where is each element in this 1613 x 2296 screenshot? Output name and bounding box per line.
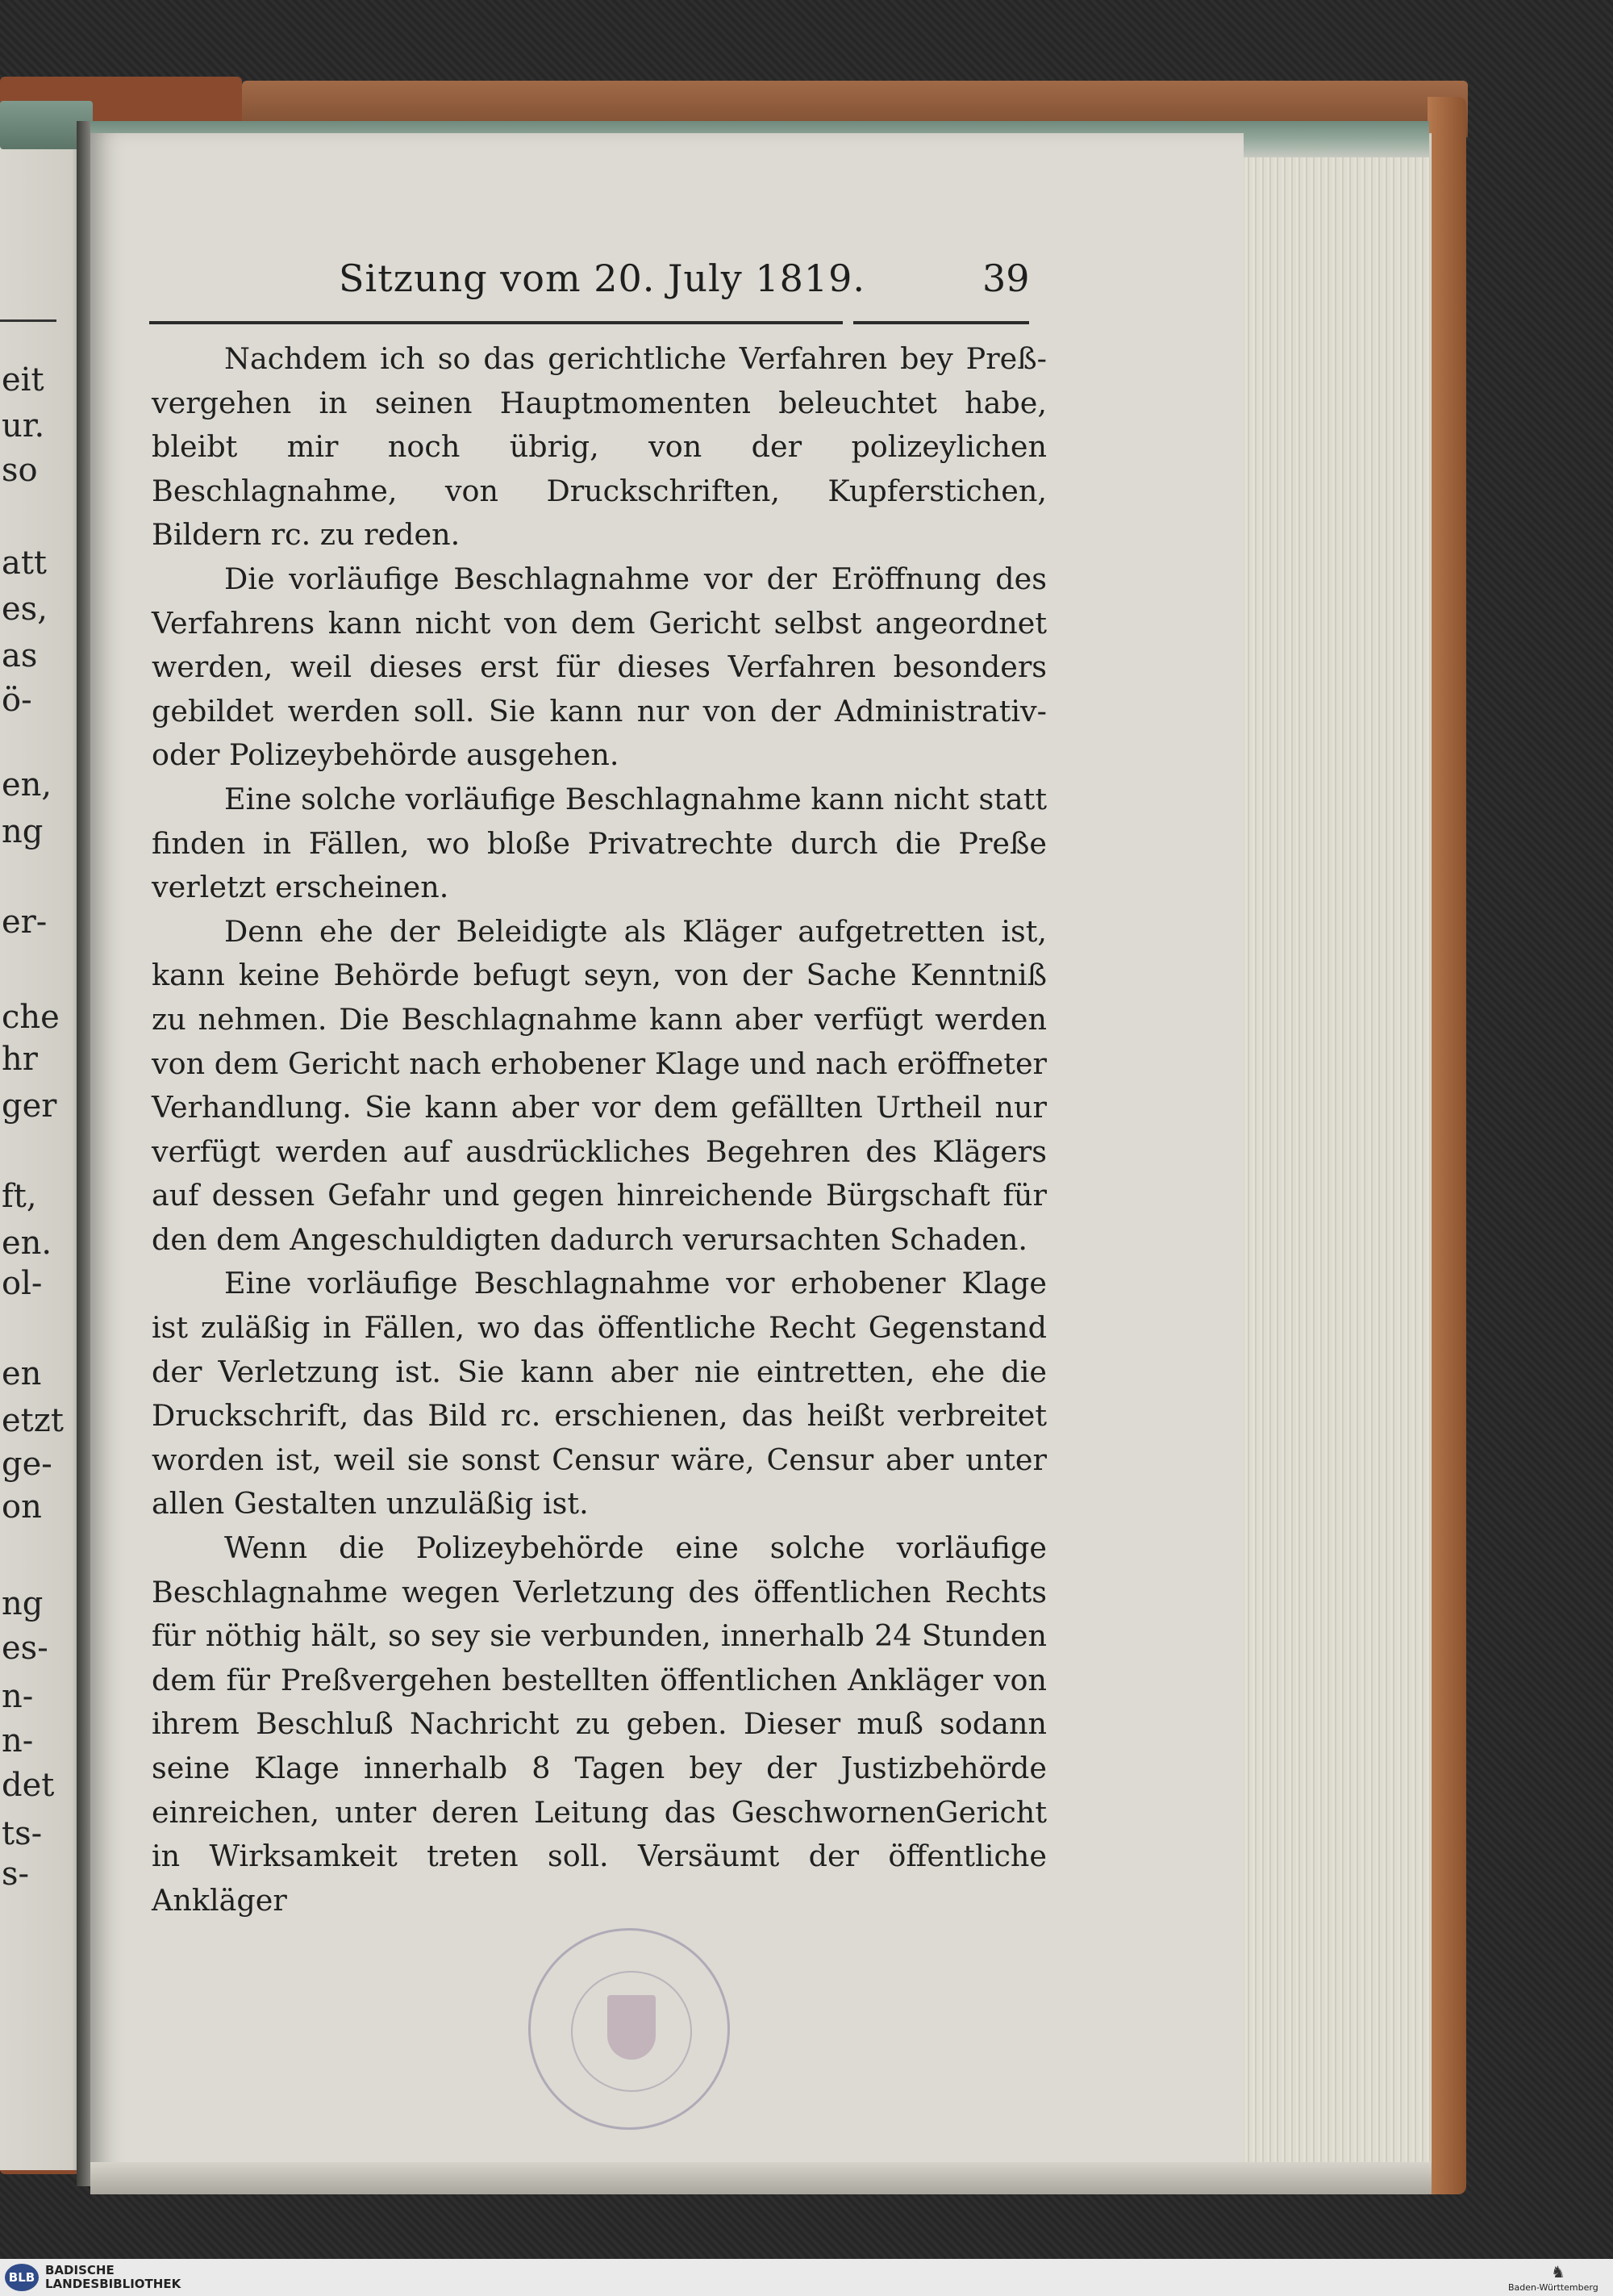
footer-bar bbox=[0, 2259, 1613, 2296]
left-page-fragment: en. bbox=[2, 1225, 52, 1262]
left-page-fragment: ger bbox=[2, 1087, 57, 1125]
body-text bbox=[152, 337, 1047, 1922]
library-stamp bbox=[528, 1928, 730, 2130]
page-number: 39 bbox=[982, 257, 1030, 300]
left-page-fragment: att bbox=[2, 545, 47, 582]
left-page-fragment: ng bbox=[2, 813, 44, 850]
blb-logo-icon[interactable]: BLB bbox=[5, 2264, 39, 2291]
paragraph: Die vorläufige Beschlagnahme vor der Eröffnung des Verfahrens kann nicht von dem Gericht selbst angeordnet werden, weil dieses erst für dieses Verfahren besonders gebildet werden soll. Sie kann nur von der Administrativ- oder Polizeybehörde ausgehen. bbox=[152, 561, 1047, 773]
paragraph: Wenn die Polizeybehörde eine solche vorläufige Beschlagnahme wegen Verletzung des öffentlichen Rechts für nöthig hält, so sey sie verbunden, innerhalb 24 Stunden dem für Preßvergehen bestellten öffentlichen Ankläger von ihrem Beschluß Nachricht zu geben. Dieser muß sodann seine Klage innerhalb 8 Tagen bey der Justizbehörde einreichen, unter deren Leitung das GeschwornenGericht in Wirksamkeit treten soll. Versäumt der öffentliche Ankläger bbox=[152, 1530, 1047, 1918]
header-rule-right bbox=[853, 321, 1029, 324]
left-page-fragment: en bbox=[2, 1355, 42, 1392]
left-page-fragment: etzt bbox=[2, 1402, 64, 1439]
library-name-line2: LANDESBIBLIOTHEK bbox=[45, 2277, 181, 2291]
left-page-fragment: es- bbox=[2, 1630, 48, 1667]
header-rule-left bbox=[149, 321, 843, 324]
left-page-fragment: che bbox=[2, 999, 60, 1036]
left-page-fragment: n- bbox=[2, 1678, 34, 1715]
baden-wuerttemberg-label: Baden-Württemberg bbox=[1508, 2282, 1598, 2293]
baden-wuerttemberg-crest-icon[interactable]: ♞ bbox=[1551, 2262, 1565, 2281]
running-header: Sitzung vom 20. July 1819. bbox=[339, 257, 866, 300]
paragraph: Denn ehe der Beleidigte als Kläger aufgetretten ist, kann keine Behörde befugt seyn, von der Sache Kenntniß zu nehmen. Die Beschlagnahme kann aber verfügt werden von dem Gericht nach erhobener Klage und nach eröffneter Verhandlung. Sie kann aber vor dem gefällten Urtheil nur verfügt werden auf ausdrückliches Begehren des Klägers auf dessen Gefahr und gegen hinreichende Bürgschaft für den dem Angeschuldigten dadurch verursachten Schaden. bbox=[152, 913, 1047, 1257]
left-page-rule bbox=[0, 319, 56, 322]
library-name[interactable] bbox=[45, 2264, 181, 2291]
left-page-fragment: ur. bbox=[2, 407, 45, 445]
left-page-fragment: ft, bbox=[2, 1178, 37, 1215]
left-page-fragment: es, bbox=[2, 591, 48, 628]
left-page-fragment: det bbox=[2, 1767, 55, 1804]
left-page-fragment: ge- bbox=[2, 1446, 52, 1483]
left-page-fragment: ng bbox=[2, 1585, 44, 1622]
left-page-fragment: n- bbox=[2, 1722, 34, 1760]
left-page-fragment: er- bbox=[2, 904, 48, 941]
left-page-fragment: ol- bbox=[2, 1265, 43, 1302]
coat-of-arms-icon bbox=[607, 1995, 656, 2060]
library-name-line1: BADISCHE bbox=[45, 2263, 115, 2277]
left-page-fragment: en, bbox=[2, 766, 52, 804]
left-page-fragment: eit bbox=[2, 361, 44, 399]
paragraph: Eine solche vorläufige Beschlagnahme kann nicht statt finden in Fällen, wo bloße Privatrechte durch die Preße verletzt erscheinen. bbox=[152, 781, 1047, 905]
left-page-fragment: ts- bbox=[2, 1815, 43, 1852]
left-page-fragment: s- bbox=[2, 1856, 30, 1893]
left-page-fragment: hr bbox=[2, 1041, 38, 1078]
left-page-fragment: as bbox=[2, 637, 38, 674]
book-cover-right bbox=[1428, 97, 1466, 2194]
page-bottom-edge bbox=[90, 2162, 1432, 2194]
left-page-fragment: ö- bbox=[2, 682, 32, 719]
page-edge-stack bbox=[1238, 133, 1432, 2190]
paragraph: Nachdem ich so das gerichtliche Verfahren bey Preßvergehen in seinen Hauptmomenten beleuchtet habe, bleibt mir noch übrig, von der polizeylichen Beschlagnahme, von Druckschriften, Kupferstichen, Bildern rc. zu reden. bbox=[152, 341, 1047, 553]
left-page-fragment: so bbox=[2, 452, 38, 489]
paragraph: Eine vorläufige Beschlagnahme vor erhobener Klage ist zuläßig in Fällen, wo das öffentliche Recht Gegenstand der Verletzung ist. Sie kann aber nie eintretten, ehe die Druckschrift, das Bild rc. erschienen, das heißt verbreitet worden ist, weil sie sonst Censur wäre, Censur aber unter allen Gestalten unzuläßig ist. bbox=[152, 1266, 1047, 1522]
left-page-fragment: on bbox=[2, 1488, 42, 1526]
